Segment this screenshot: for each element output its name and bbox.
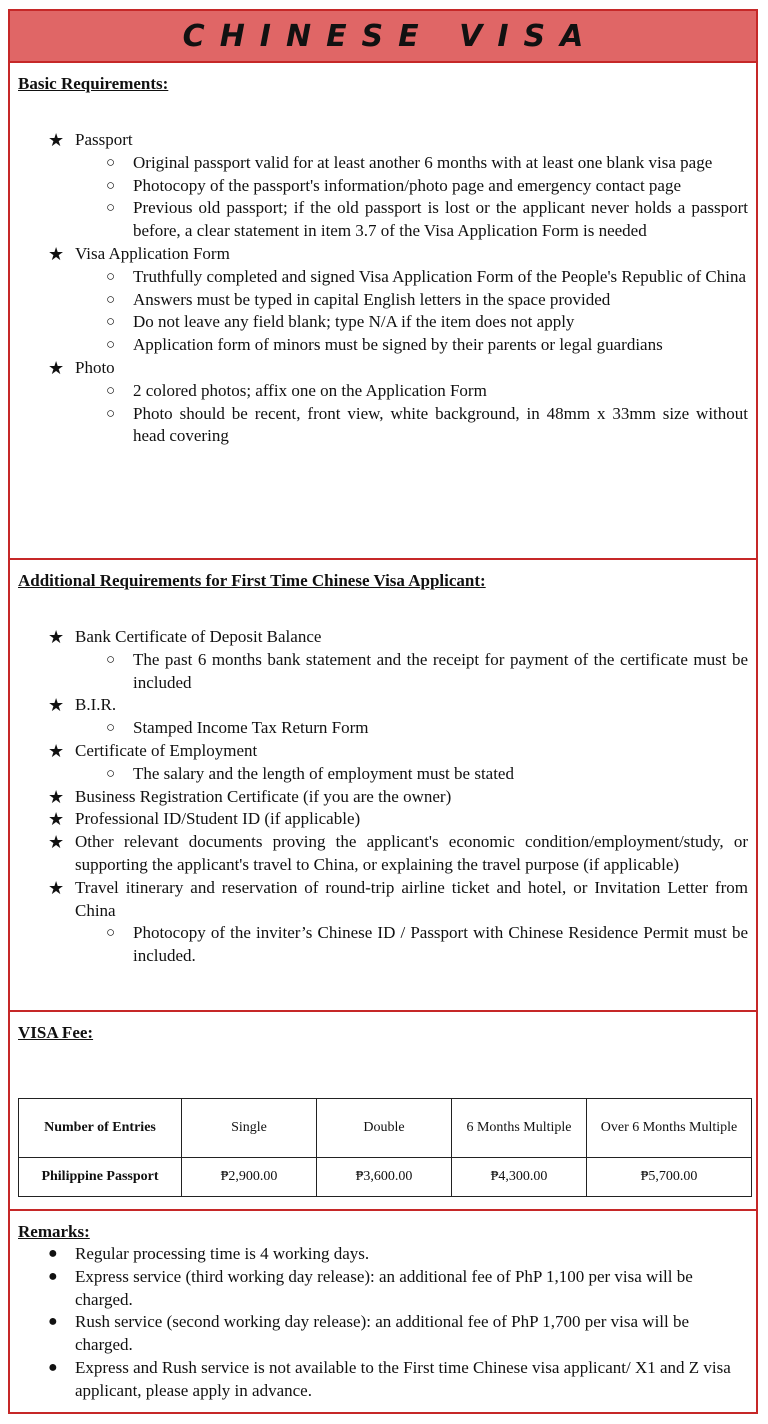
circle-bullet-icon: ○ [106,177,116,194]
header-cell: Over 6 Months Multiple [587,1099,752,1158]
star-icon: ★ [48,786,65,807]
circle-bullet-icon: ○ [106,720,116,737]
circle-bullet-icon: ○ [106,268,116,285]
star-icon: ★ [48,627,65,647]
item-label: Photo [75,357,115,377]
sub-text: Photocopy of the passport's information/photo page and emergency contact page [133,175,682,195]
sub-item [18,266,748,289]
sub-item [18,175,748,198]
star-icon: ★ [48,740,65,761]
list-item [18,877,748,968]
remark-text: Regular processing time is 4 working days. [75,1244,370,1263]
star-icon: ★ [48,832,65,853]
sub-item [18,649,748,695]
item-label: Visa Application Form [75,243,230,263]
visa-fee-section [8,1012,758,1211]
list-item [18,626,748,694]
sub-item [18,763,748,786]
sub-item [18,197,748,243]
circle-bullet-icon: ○ [106,154,116,171]
basic-heading: Basic Requirements: [18,74,169,93]
item-label: B.I.R. [75,695,117,715]
circle-bullet-icon: ○ [106,382,116,399]
sub-item [18,717,748,740]
remarks-heading: Remarks: [18,1222,90,1241]
sub-text: Photo should be recent, front view, white background, in 48mm x 33mm size without head covering [133,403,748,446]
sub-item [18,334,748,357]
list-item [18,740,748,786]
circle-bullet-icon: ○ [106,314,116,331]
page-title: CHINESE VISA [182,18,599,54]
circle-bullet-icon: ○ [106,651,116,668]
item-label: Bank Certificate of Deposit Balance [75,627,322,646]
sub-text: Answers must be typed in capital English letters in the space provided [133,289,611,309]
bullet-icon: ● [48,1358,58,1376]
sub-text: Original passport valid for at least another 6 months with at least one blank visa page [133,152,713,172]
header-cell: Single [182,1099,317,1158]
list-item [18,831,748,877]
sub-item [18,380,748,403]
price-cell: ₱2,900.00 [182,1158,317,1197]
remarks-list [18,1243,748,1403]
bullet-icon: ● [48,1267,58,1285]
list-item [18,129,748,243]
sub-item [18,311,748,334]
price-cell: ₱4,300.00 [452,1158,587,1197]
header-cell: Double [317,1099,452,1158]
item-label: Other relevant documents proving the applicant's economic condition/employment/study, or supporting the applicant's travel to China, or explaining the travel purpose (if applicable) [75,832,748,874]
circle-bullet-icon: ○ [106,405,116,422]
list-item [18,786,748,809]
list-item [18,1357,748,1403]
star-icon: ★ [48,695,65,716]
bullet-icon: ● [48,1313,58,1331]
header-cell: Number of Entries [19,1099,182,1158]
remark-text: Express and Rush service is not available to the First time Chinese visa applicant/ X1 and Z visa applicant, please apply in advance. [75,1357,731,1400]
basic-list [18,129,748,448]
sub-text: The past 6 months bank statement and the receipt for payment of the certificate must be included [133,649,748,692]
fee-heading: VISA Fee: [18,1023,94,1042]
star-icon: ★ [48,130,65,150]
sub-text: Previous old passport; if the old passport is lost or the applicant never holds a passport before, a clear statement in item 3.7 of the Visa Application Form is needed [133,198,748,241]
star-icon: ★ [48,357,65,378]
remarks-section [8,1211,758,1414]
sub-item [18,403,748,449]
sub-text: The salary and the length of employment must be stated [133,763,514,783]
list-item [18,694,748,740]
item-label: Certificate of Employment [75,740,258,760]
row-label-cell: Philippine Passport [19,1158,182,1197]
star-icon: ★ [48,243,65,264]
list-item [18,243,748,357]
item-label: Business Registration Certificate (if you are the owner) [75,786,452,806]
star-icon: ★ [48,809,65,830]
item-label: Professional ID/Student ID (if applicable) [75,809,361,829]
sub-text: Application form of minors must be signed by their parents or legal guardians [133,335,663,355]
sub-text: Stamped Income Tax Return Form [133,718,369,738]
sub-item [18,289,748,312]
sub-text: Photocopy of the inviter’s Chinese ID / Passport with Chinese Residence Permit must be included. [133,923,748,966]
price-cell: ₱5,700.00 [587,1158,752,1197]
sub-item [18,152,748,175]
circle-bullet-icon: ○ [106,337,116,354]
item-label: Passport [75,130,133,149]
circle-bullet-icon: ○ [106,200,116,217]
header-cell: 6 Months Multiple [452,1099,587,1158]
circle-bullet-icon: ○ [106,291,116,308]
fee-table [18,1098,752,1197]
table-row [19,1158,752,1197]
additional-requirements-section [8,560,758,1012]
sub-text: Truthfully completed and signed Visa Application Form of the People's Republic of China [133,266,747,286]
additional-list [18,626,748,968]
star-icon: ★ [48,877,65,898]
list-item [18,1311,748,1357]
circle-bullet-icon: ○ [106,925,116,942]
title-banner [8,9,758,63]
sub-text: 2 colored photos; affix one on the Application Form [133,380,487,400]
list-item [18,357,748,448]
bullet-icon: ● [48,1245,58,1262]
additional-heading: Additional Requirements for First Time Chinese Visa Applicant: [18,571,486,590]
remark-text: Rush service (second working day release): an additional fee of PhP 1,700 per visa will be charged. [75,1312,690,1355]
list-item [18,808,748,831]
item-label: Travel itinerary and reservation of round-trip airline ticket and hotel, or Invitation Letter from China [75,877,748,920]
circle-bullet-icon: ○ [106,765,116,782]
visa-document [8,9,758,1414]
remark-text: Express service (third working day release): an additional fee of PhP 1,100 per visa will be charged. [75,1266,693,1309]
list-item [18,1266,748,1312]
basic-requirements-section [8,63,758,560]
list-item [18,1243,748,1266]
table-header-row [19,1099,752,1158]
sub-text: Do not leave any field blank; type N/A if the item does not apply [133,312,575,332]
sub-item [18,922,748,968]
price-cell: ₱3,600.00 [317,1158,452,1197]
